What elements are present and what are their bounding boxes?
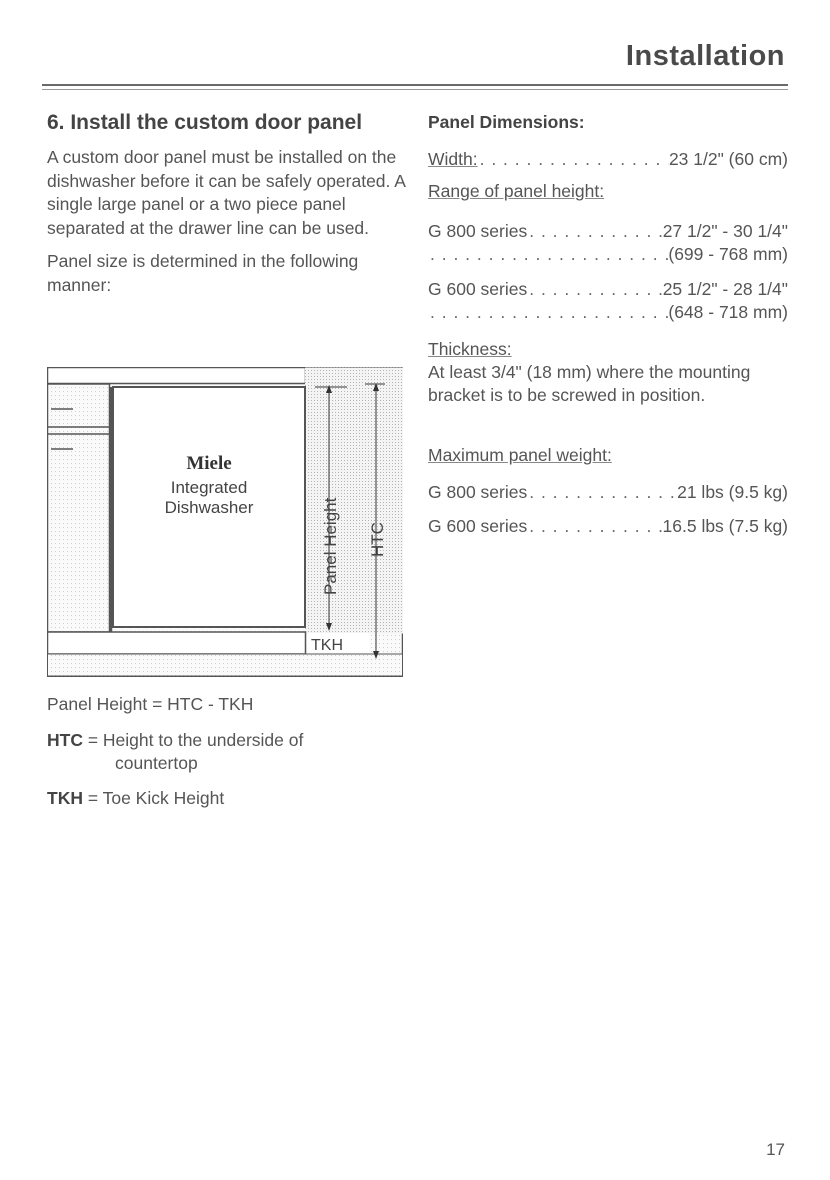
term-htc: HTC — [47, 730, 83, 750]
panel-height-formula: Panel Height = HTC - TKH — [47, 694, 254, 714]
width-value: 23 1/2" (60 cm) — [668, 149, 788, 169]
g600-height-row — [428, 278, 788, 301]
miele-logo: Miele — [186, 453, 232, 474]
thickness-text: At least 3/4" (18 mm) where the mounting bracket is to be screwed in position. — [428, 362, 751, 405]
g600-mm: (648 - 718 mm) — [668, 302, 788, 322]
g800-height-row — [428, 220, 788, 243]
dimension-column — [305, 368, 403, 634]
weight-label: Maximum panel weight: — [428, 445, 612, 465]
toe-kick — [48, 632, 306, 654]
section-title: 6. Install the custom door panel — [47, 111, 363, 134]
adjacent-cabinet — [48, 384, 110, 632]
label-integrated: Integrated — [170, 478, 248, 497]
w600-value: 16.5 lbs (7.5 kg) — [662, 516, 788, 536]
definition-tkh-text: Toe Kick Height — [102, 788, 225, 808]
label-dishwasher: Dishwasher — [164, 498, 254, 517]
g800-label: G 800 series — [428, 221, 528, 241]
intro-paragraph: A custom door panel must be installed on the dishwasher before it can be safely operated. A single large panel or a two piece panel separated at the drawer line can be used. — [47, 147, 406, 238]
definition-htc-text-cont: countertop — [115, 753, 198, 773]
definition-tkh — [47, 787, 224, 810]
g600-inches: 25 1/2" - 28 1/4" — [662, 279, 788, 299]
g800-weight-row — [428, 481, 788, 504]
definition-htc — [47, 729, 303, 775]
panel-height-diagram — [47, 367, 403, 677]
width-row — [428, 148, 788, 171]
g800-mm-row — [428, 243, 788, 266]
tkh-label: TKH — [311, 637, 343, 654]
w600-label: G 600 series — [428, 516, 528, 536]
left-column — [47, 108, 407, 307]
g800-mm: (699 - 768 mm) — [668, 244, 788, 264]
page-number: 17 — [766, 1140, 785, 1159]
panel-dimensions — [428, 112, 788, 536]
dimensions-title: Panel Dimensions: — [428, 112, 585, 132]
header-rule-secondary — [42, 89, 788, 90]
definition-htc-text: Height to the underside of — [102, 730, 304, 750]
g600-mm-row — [428, 301, 788, 324]
page-header-title: Installation — [625, 40, 785, 72]
thickness-label: Thickness: — [428, 339, 512, 359]
g800-inches: 27 1/2" - 30 1/4" — [662, 221, 788, 241]
panel-size-paragraph: Panel size is determined in the following manner: — [47, 251, 359, 295]
w800-label: G 800 series — [428, 482, 528, 502]
panel-height-label: Panel Height — [321, 497, 340, 595]
definition-separator: = — [82, 730, 103, 750]
definition-separator: = — [82, 788, 103, 808]
w800-value: 21 lbs (9.5 kg) — [677, 482, 788, 502]
htc-label: HTC — [368, 522, 387, 557]
width-label: Width: — [428, 149, 478, 169]
term-tkh: TKH — [47, 788, 83, 808]
header-rule — [42, 84, 788, 86]
range-label: Range of panel height: — [428, 181, 605, 201]
g600-weight-row — [428, 515, 788, 538]
g600-label: G 600 series — [428, 279, 528, 299]
countertop — [48, 368, 306, 384]
